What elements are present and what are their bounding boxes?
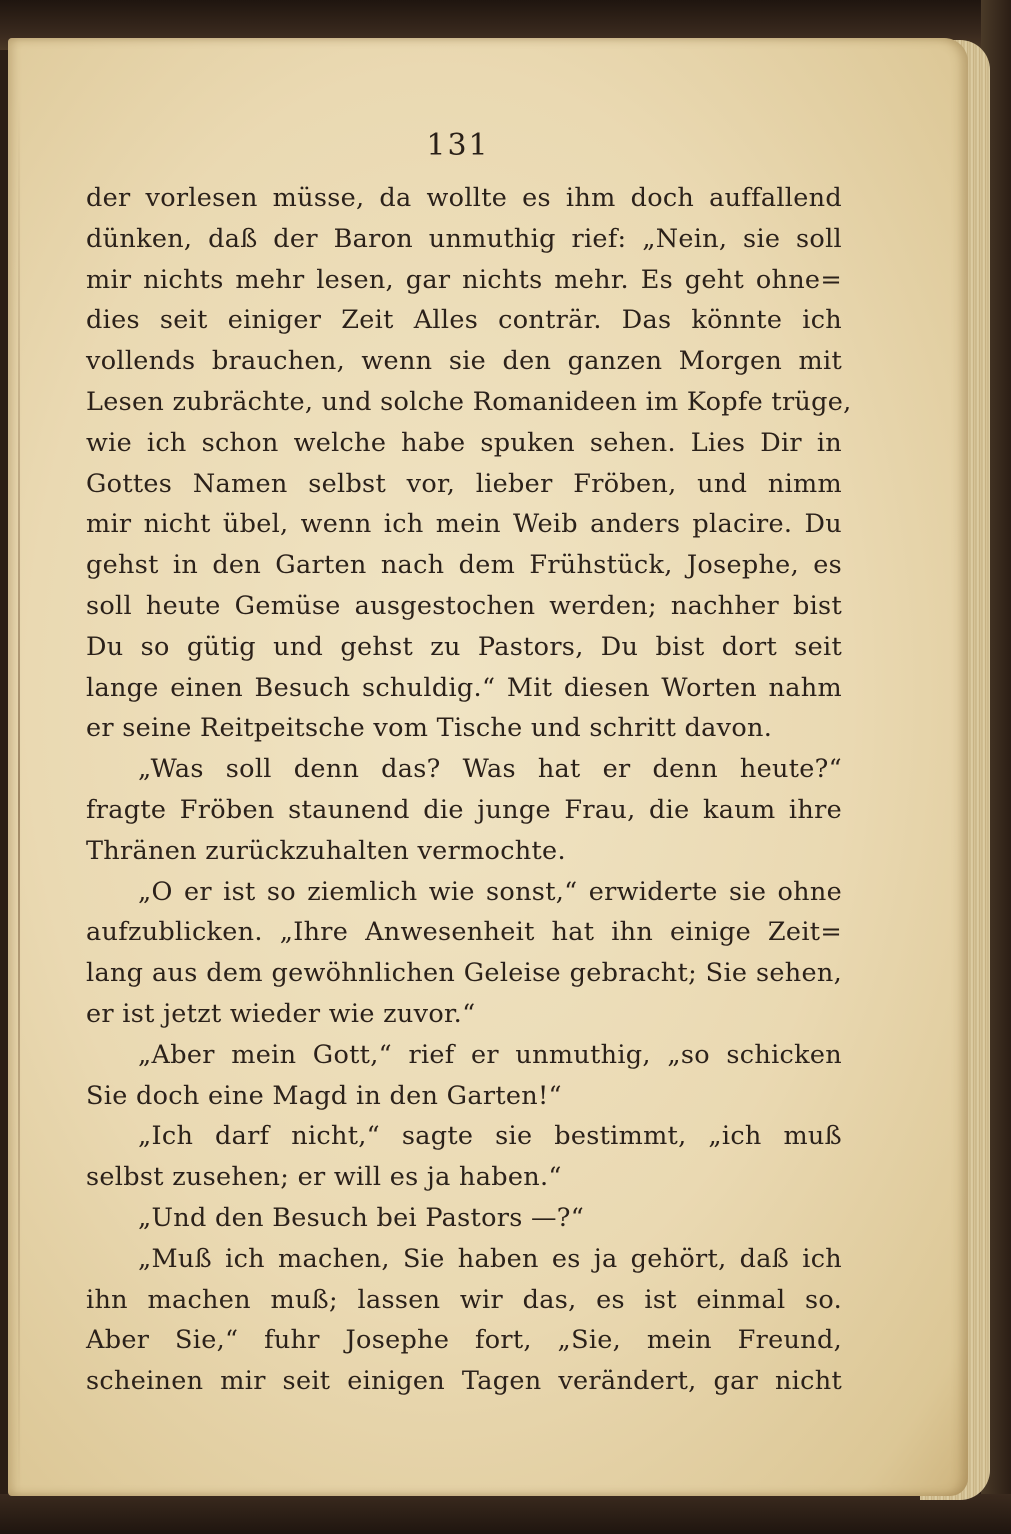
gutter-shadow <box>18 98 20 1498</box>
page-number: 131 <box>426 128 490 163</box>
text-line: gehst in den Garten nach dem Frühstück, Josephe, es <box>86 550 842 581</box>
body-text <box>86 178 852 1402</box>
text-line: lange einen Besuch schuldig.“ Mit diesen Worten nahm <box>86 672 842 703</box>
text-line: er seine Reitpeitsche vom Tische und schritt davon. <box>86 713 773 744</box>
text-line: Lesen zubrächte, und solche Romanideen im Kopfe trüge, <box>86 386 852 417</box>
text-line: Thränen zurückzuhalten vermochte. <box>86 835 566 866</box>
text-line: „O er ist so ziemlich wie sonst,“ erwiderte sie ohne <box>138 876 842 907</box>
text-line: „Muß ich machen, Sie haben es ja gehört, daß ich <box>138 1243 842 1274</box>
text-line: soll heute Gemüse ausgestochen werden; nachher bist <box>86 590 842 621</box>
text-line: der vorlesen müsse, da wollte es ihm doch auffallend <box>86 183 842 213</box>
book-page <box>8 38 968 1496</box>
text-line: Sie doch eine Magd in den Garten!“ <box>86 1080 562 1111</box>
text-line: „Ich darf nicht,“ sagte sie bestimmt, „ich muß <box>138 1121 842 1152</box>
text-line: scheinen mir seit einigen Tagen verändert, gar nicht <box>86 1366 842 1397</box>
text-line: fragte Fröben staunend die junge Frau, die kaum ihre <box>86 794 842 825</box>
text-line: mir nichts mehr lesen, gar nichts mehr. Es geht ohne= <box>86 264 842 295</box>
text-line: er ist jetzt wieder wie zuvor.“ <box>86 998 476 1029</box>
text-line: mir nicht übel, wenn ich mein Weib anders placire. Du <box>86 509 842 540</box>
text-line: vollends brauchen, wenn sie den ganzen Morgen mit <box>86 346 842 377</box>
text-line: „Und den Besuch bei Pastors —?“ <box>138 1202 585 1233</box>
text-line: Du so gütig und gehst zu Pastors, Du bist dort seit <box>86 631 842 662</box>
text-line: aufzublicken. „Ihre Anwesenheit hat ihn einige Zeit= <box>86 917 842 948</box>
text-line: „Aber mein Gott,“ rief er unmuthig, „so schicken <box>138 1039 842 1070</box>
text-line: ihn machen muß; lassen wir das, es ist einmal so. <box>86 1284 842 1315</box>
text-line: „Was soll denn das? Was hat er denn heute?“ <box>138 754 842 785</box>
text-line: wie ich schon welche habe spuken sehen. Lies Dir in <box>86 427 842 458</box>
text-line: selbst zusehen; er will es ja haben.“ <box>86 1162 562 1193</box>
text-line: lang aus dem gewöhnlichen Geleise gebracht; Sie sehen, <box>86 958 842 989</box>
text-line: dies seit einiger Zeit Alles conträr. Das könnte ich <box>86 305 842 336</box>
book-cover-bottom <box>0 1494 1011 1534</box>
text-line: dünken, daß der Baron unmuthig rief: „Nein, sie soll <box>86 223 842 254</box>
text-line: Gottes Namen selbst vor, lieber Fröben, und nimm <box>86 468 842 499</box>
text-line: Aber Sie,“ fuhr Josephe fort, „Sie, mein Freund, <box>86 1325 842 1356</box>
